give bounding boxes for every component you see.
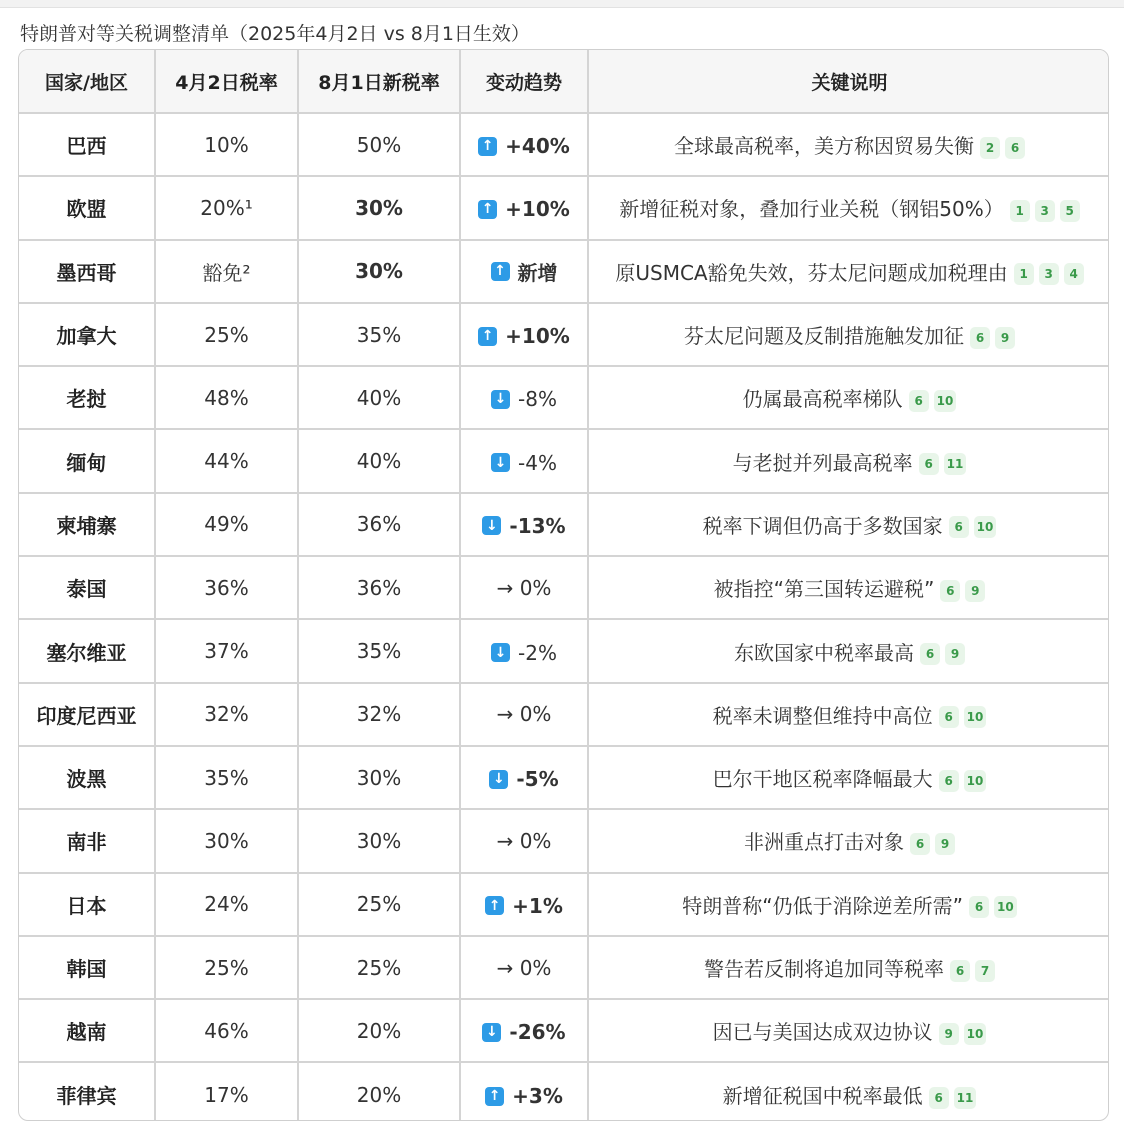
cell-note <box>588 176 1109 239</box>
header-new-rate: 8月1日新税率 <box>298 50 460 113</box>
cell-note <box>588 873 1109 936</box>
cell-trend <box>460 176 588 239</box>
cell-trend <box>460 619 588 682</box>
note-text: 巴尔干地区税率降幅最大 <box>712 767 933 792</box>
cell-country: 柬埔寨 <box>19 493 155 556</box>
citation-list <box>980 137 1025 159</box>
trend-value <box>491 451 557 475</box>
trend-value <box>491 387 557 411</box>
table-row <box>19 176 1109 239</box>
citation-badge[interactable]: 6 <box>950 960 970 982</box>
cell-trend <box>460 366 588 429</box>
table-row <box>19 999 1109 1062</box>
cell-trend <box>460 999 588 1062</box>
note-text: 新增征税国中税率最低 <box>722 1084 923 1109</box>
trend-text: → 0% <box>496 828 552 853</box>
citation-list <box>940 580 985 602</box>
table-row <box>19 493 1109 556</box>
citation-badge[interactable]: 1 <box>1014 263 1034 285</box>
cell-trend <box>460 683 588 746</box>
citation-badge[interactable]: 6 <box>969 896 989 918</box>
citation-badge[interactable]: 3 <box>1039 263 1059 285</box>
cell-new-rate: 20% <box>298 1062 460 1121</box>
note-text: 税率未调整但维持中高位 <box>712 703 933 728</box>
note-text: 税率下调但仍高于多数国家 <box>702 513 943 538</box>
trend-value <box>491 257 558 286</box>
trend-value <box>478 197 570 221</box>
citation-badge[interactable]: 6 <box>970 327 990 349</box>
arrow-down-icon: ↓ <box>482 516 501 535</box>
header-country: 国家/地区 <box>19 50 155 113</box>
note-text: 原USMCA豁免失效，芬太尼问题成加税理由 <box>615 260 1008 285</box>
cell-new-rate: 35% <box>298 619 460 682</box>
cell-trend <box>460 429 588 492</box>
citation-badge[interactable]: 10 <box>994 896 1017 918</box>
cell-note <box>588 683 1109 746</box>
arrow-up-icon: ↑ <box>485 896 504 915</box>
trend-text: +10% <box>505 324 570 349</box>
citation-badge[interactable]: 1 <box>1010 200 1030 222</box>
cell-new-rate: 30% <box>298 809 460 872</box>
cell-country: 巴西 <box>19 113 155 176</box>
cell-old-rate: 10% <box>155 113 298 176</box>
citation-badge[interactable]: 6 <box>920 643 940 665</box>
cell-new-rate: 30% <box>298 176 460 239</box>
cell-old-rate: 44% <box>155 429 298 492</box>
citation-badge[interactable]: 6 <box>1005 137 1025 159</box>
citation-badge[interactable]: 2 <box>980 137 1000 159</box>
citation-list <box>910 833 955 855</box>
cell-country: 韩国 <box>19 936 155 999</box>
arrow-down-icon: ↓ <box>491 390 510 409</box>
trend-value <box>491 641 557 665</box>
note-text: 特朗普称“仍低于消除逆差所需” <box>682 893 964 918</box>
table-row <box>19 113 1109 176</box>
trend-text: +1% <box>512 893 563 918</box>
citation-badge[interactable]: 10 <box>964 770 987 792</box>
cell-old-rate: 豁免² <box>155 240 298 303</box>
trend-value <box>497 576 552 600</box>
citation-badge[interactable]: 11 <box>954 1087 977 1109</box>
cell-new-rate: 40% <box>298 429 460 492</box>
citation-list <box>939 706 987 728</box>
cell-trend <box>460 303 588 366</box>
cell-note <box>588 619 1109 682</box>
table-row <box>19 1062 1109 1121</box>
cell-trend <box>460 113 588 176</box>
citation-list <box>939 770 987 792</box>
citation-badge[interactable]: 6 <box>909 390 929 412</box>
trend-value <box>482 1020 565 1044</box>
cell-country: 日本 <box>19 873 155 936</box>
table-row <box>19 936 1109 999</box>
citation-badge[interactable]: 6 <box>949 516 969 538</box>
cell-country: 墨西哥 <box>19 240 155 303</box>
cell-trend <box>460 1062 588 1121</box>
trend-text: -5% <box>516 767 559 792</box>
cell-trend <box>460 493 588 556</box>
cell-old-rate: 49% <box>155 493 298 556</box>
cell-country: 南非 <box>19 809 155 872</box>
arrow-up-icon: ↑ <box>478 200 497 219</box>
cell-trend <box>460 746 588 809</box>
cell-old-rate: 36% <box>155 556 298 619</box>
trend-text: → 0% <box>496 575 552 600</box>
trend-text: +10% <box>505 197 570 222</box>
note-text: 警告若反制将追加同等税率 <box>704 957 944 981</box>
table-row <box>19 366 1109 429</box>
arrow-up-icon: ↑ <box>485 1087 504 1106</box>
note-text: 芬太尼问题及反制措施触发加征 <box>684 324 964 349</box>
cell-note <box>588 493 1109 556</box>
cell-old-rate: 35% <box>155 746 298 809</box>
cell-new-rate: 25% <box>298 936 460 999</box>
table-row <box>19 746 1109 809</box>
top-tab-strip <box>0 0 1124 8</box>
citation-badge[interactable]: 11 <box>944 453 967 475</box>
trend-value <box>497 829 552 853</box>
citation-badge[interactable]: 9 <box>965 580 985 602</box>
trend-text: -2% <box>518 640 557 665</box>
cell-note <box>588 746 1109 809</box>
cell-country: 缅甸 <box>19 429 155 492</box>
cell-note <box>588 303 1109 366</box>
trend-text: → 0% <box>496 702 552 727</box>
citation-list <box>970 327 1015 349</box>
trend-value <box>497 702 552 726</box>
note-text: 与老挝并列最高税率 <box>732 450 913 475</box>
cell-note <box>588 809 1109 872</box>
header-old-rate: 4月2日税率 <box>155 50 298 113</box>
citation-list <box>969 896 1017 918</box>
table-row <box>19 303 1109 366</box>
trend-text: 新增 <box>517 260 558 285</box>
arrow-up-icon: ↑ <box>491 262 510 281</box>
citation-badge[interactable]: 7 <box>975 960 995 982</box>
citation-badge[interactable]: 9 <box>995 327 1015 349</box>
tariff-table-container <box>18 49 1109 1121</box>
citation-badge[interactable]: 10 <box>964 1023 987 1045</box>
arrow-up-icon: ↑ <box>478 137 497 156</box>
cell-country: 加拿大 <box>19 303 155 366</box>
citation-badge[interactable]: 6 <box>929 1087 949 1109</box>
citation-list <box>929 1087 977 1109</box>
note-text: 非洲重点打击对象 <box>744 830 904 855</box>
cell-new-rate: 50% <box>298 113 460 176</box>
tariff-table <box>19 50 1109 1121</box>
cell-note <box>588 429 1109 492</box>
trend-text: +40% <box>505 134 570 159</box>
trend-value <box>497 956 552 980</box>
citation-list <box>909 390 957 412</box>
citation-badge[interactable]: 9 <box>935 833 955 855</box>
cell-country: 波黑 <box>19 746 155 809</box>
arrow-down-icon: ↓ <box>491 453 510 472</box>
trend-text: -8% <box>518 387 557 412</box>
citation-badge[interactable]: 10 <box>934 390 957 412</box>
cell-old-rate: 25% <box>155 303 298 366</box>
cell-note <box>588 113 1109 176</box>
cell-new-rate: 25% <box>298 873 460 936</box>
cell-old-rate: 25% <box>155 936 298 999</box>
header-note: 关键说明 <box>588 50 1109 113</box>
cell-note <box>588 366 1109 429</box>
cell-old-rate: 48% <box>155 366 298 429</box>
arrow-down-icon: ↓ <box>491 643 510 662</box>
citation-badge[interactable]: 6 <box>919 453 939 475</box>
citation-list <box>1010 200 1080 222</box>
cell-new-rate: 20% <box>298 999 460 1062</box>
citation-badge[interactable]: 6 <box>939 770 959 792</box>
cell-country: 老挝 <box>19 366 155 429</box>
arrow-down-icon: ↓ <box>482 1023 501 1042</box>
cell-old-rate: 20%¹ <box>155 176 298 239</box>
citation-badge[interactable]: 10 <box>964 706 987 728</box>
cell-note <box>588 936 1109 999</box>
citation-badge[interactable]: 6 <box>940 580 960 602</box>
citation-list <box>950 960 995 982</box>
table-row <box>19 240 1109 303</box>
cell-trend <box>460 936 588 999</box>
cell-new-rate: 30% <box>298 240 460 303</box>
table-header-row <box>19 50 1109 113</box>
cell-note <box>588 240 1109 303</box>
citation-badge[interactable]: 5 <box>1060 200 1080 222</box>
cell-country: 越南 <box>19 999 155 1062</box>
citation-badge[interactable]: 9 <box>945 643 965 665</box>
citation-list <box>919 453 967 475</box>
citation-badge[interactable]: 9 <box>939 1023 959 1045</box>
table-caption: 特朗普对等关税调整清单（2025年4月2日 vs 8月1日生效） <box>20 23 530 45</box>
trend-value <box>478 324 570 348</box>
citation-list <box>949 516 997 538</box>
citation-list <box>920 643 965 665</box>
header-trend: 变动趋势 <box>460 50 588 113</box>
cell-old-rate: 30% <box>155 809 298 872</box>
note-text: 仍属最高税率梯队 <box>742 387 903 412</box>
citation-badge[interactable]: 10 <box>974 516 997 538</box>
cell-note <box>588 556 1109 619</box>
cell-note <box>588 999 1109 1062</box>
cell-new-rate: 40% <box>298 366 460 429</box>
cell-country: 塞尔维亚 <box>19 619 155 682</box>
cell-old-rate: 37% <box>155 619 298 682</box>
cell-new-rate: 35% <box>298 303 460 366</box>
trend-text: +3% <box>512 1084 563 1109</box>
trend-value <box>485 1084 563 1108</box>
citation-badge[interactable]: 3 <box>1035 200 1055 222</box>
citation-list <box>939 1023 987 1045</box>
arrow-up-icon: ↑ <box>478 327 497 346</box>
table-row <box>19 429 1109 492</box>
cell-note <box>588 1062 1109 1121</box>
note-text: 全球最高税率，美方称因贸易失衡 <box>674 134 974 159</box>
trend-text: -4% <box>518 450 557 475</box>
arrow-down-icon: ↓ <box>489 770 508 789</box>
cell-trend <box>460 240 588 303</box>
cell-new-rate: 36% <box>298 556 460 619</box>
trend-value <box>485 894 563 918</box>
cell-trend <box>460 809 588 872</box>
cell-old-rate: 17% <box>155 1062 298 1121</box>
table-body <box>19 113 1109 1121</box>
trend-text: → 0% <box>496 955 552 980</box>
trend-value <box>489 767 558 791</box>
table-row <box>19 619 1109 682</box>
table-row <box>19 809 1109 872</box>
citation-badge[interactable]: 6 <box>939 706 959 728</box>
trend-value <box>482 514 565 538</box>
cell-new-rate: 30% <box>298 746 460 809</box>
trend-text: -26% <box>509 1020 566 1045</box>
note-text: 被指控“第三国转运避税” <box>713 577 935 602</box>
cell-trend <box>460 556 588 619</box>
table-row <box>19 683 1109 746</box>
note-text: 新增征税对象，叠加行业关税（钢铝50%） <box>619 197 1004 222</box>
cell-new-rate: 32% <box>298 683 460 746</box>
table-row <box>19 873 1109 936</box>
trend-text: -13% <box>509 513 566 538</box>
cell-old-rate: 24% <box>155 873 298 936</box>
cell-new-rate: 36% <box>298 493 460 556</box>
citation-list <box>1014 263 1084 285</box>
cell-old-rate: 32% <box>155 683 298 746</box>
cell-trend <box>460 873 588 936</box>
cell-country: 泰国 <box>19 556 155 619</box>
cell-country: 欧盟 <box>19 176 155 239</box>
citation-badge[interactable]: 6 <box>910 833 930 855</box>
table-row <box>19 556 1109 619</box>
trend-value <box>478 134 570 158</box>
cell-country: 印度尼西亚 <box>19 683 155 746</box>
note-text: 因已与美国达成双边协议 <box>712 1020 933 1045</box>
note-text: 东欧国家中税率最高 <box>734 640 914 665</box>
citation-badge[interactable]: 4 <box>1064 263 1084 285</box>
cell-country: 菲律宾 <box>19 1062 155 1121</box>
cell-old-rate: 46% <box>155 999 298 1062</box>
